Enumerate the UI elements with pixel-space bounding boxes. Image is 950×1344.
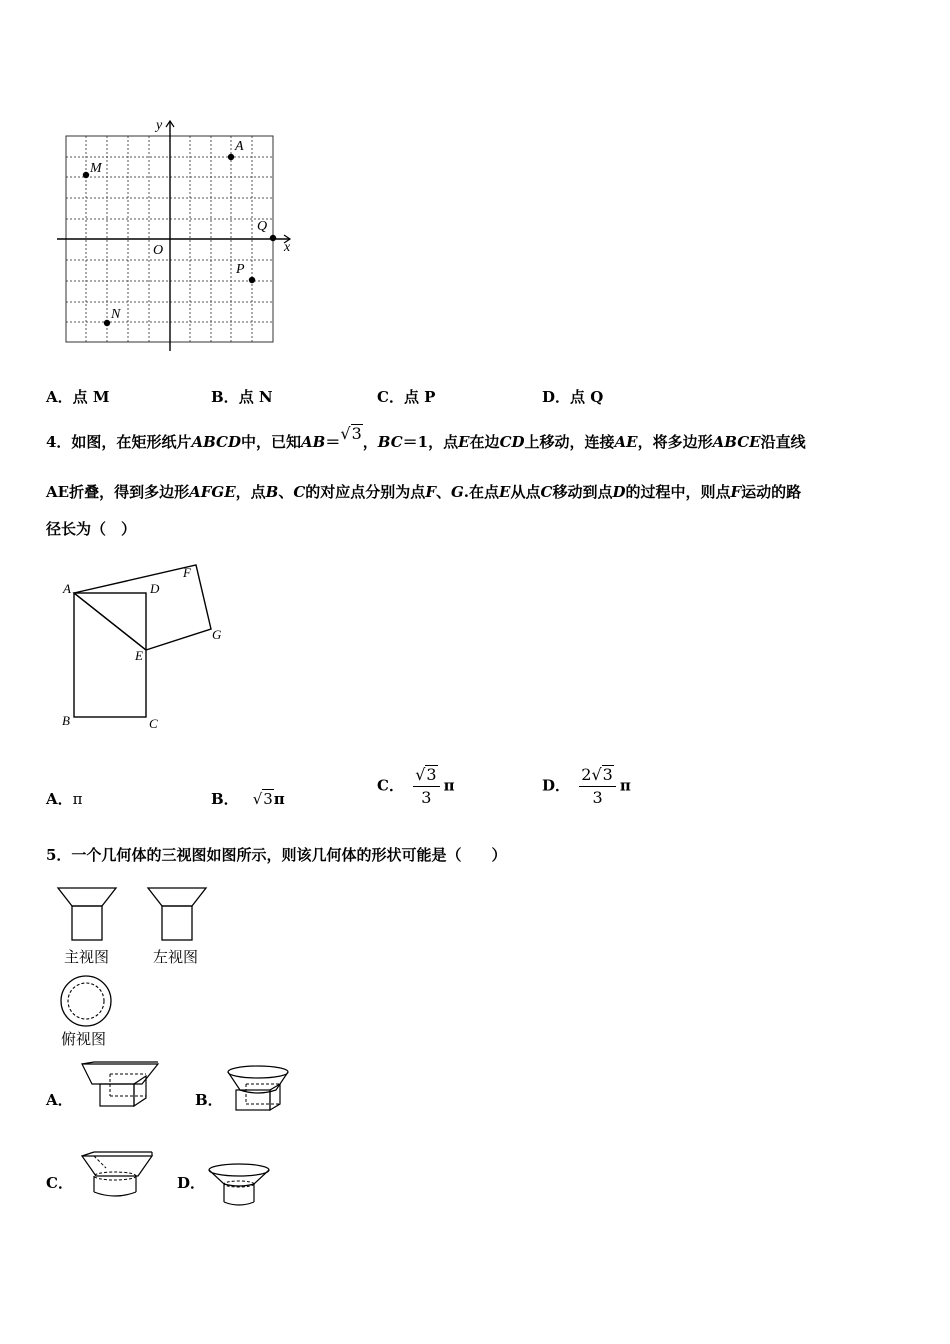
point-q — [270, 235, 276, 241]
q5-option-b-key[interactable]: B． — [195, 1091, 223, 1109]
q5-option-d-key[interactable]: D． — [177, 1174, 206, 1192]
front-view-figure — [56, 886, 118, 946]
label-m: M — [90, 161, 102, 176]
q4-stem-line3: 径长为（ ） — [46, 520, 137, 538]
x-axis-label: x — [284, 240, 291, 255]
label-q: Q — [257, 219, 268, 234]
coordinate-grid-figure — [52, 115, 302, 360]
label-n: N — [111, 307, 121, 322]
top-view-label: 俯视图 — [61, 1030, 107, 1048]
q4-option-c[interactable]: C． $\frac{√3}{3}$ π — [377, 765, 455, 807]
q3-option-c[interactable]: C．点 P — [377, 388, 436, 406]
left-view-figure — [146, 886, 208, 946]
point-p — [249, 277, 255, 283]
label-p: P — [236, 262, 245, 277]
q4-option-d[interactable]: D． $\frac{2√3}{3}$ π — [542, 765, 631, 807]
q5-option-c-figure[interactable] — [78, 1150, 158, 1202]
q5-option-a-key[interactable]: A． — [46, 1091, 73, 1109]
q5-option-a-figure[interactable] — [80, 1060, 162, 1112]
label-a: A — [235, 139, 244, 154]
q5-option-d-figure[interactable] — [206, 1162, 272, 1210]
top-view-figure — [58, 973, 114, 1029]
q5-stem: 5．一个几何体的三视图如图所示，则该几何体的形状可能是（ ） — [46, 846, 507, 864]
front-view-label: 主视图 — [64, 948, 110, 966]
y-axis-label: y — [156, 118, 163, 133]
fig-label-b: B — [62, 713, 70, 728]
q4-stem-line1: 4．如图，在矩形纸片ABCD中，已知AB＝√3，BC＝1，点E在边CD上移动，连接AE，将多边形ABCE沿直线 — [46, 424, 806, 451]
q3-option-a[interactable]: A．点 M — [46, 388, 110, 406]
point-m — [83, 172, 89, 178]
fig-label-f: F — [183, 565, 191, 580]
q3-option-b[interactable]: B．点 N — [211, 388, 273, 406]
fig-label-a: A — [63, 581, 71, 596]
q3-option-d[interactable]: D．点 Q — [542, 388, 604, 406]
fig-label-g: G — [212, 627, 222, 642]
left-view-label: 左视图 — [153, 948, 199, 966]
point-a — [228, 154, 234, 160]
q4-option-b[interactable]: B． √3π — [211, 790, 285, 808]
fig-label-d: D — [150, 581, 160, 596]
rectangle-fold-figure — [55, 560, 235, 740]
origin-label: O — [153, 243, 164, 258]
q5-option-c-key[interactable]: C． — [46, 1174, 73, 1192]
point-n — [104, 320, 110, 326]
q5-option-b-figure[interactable] — [226, 1064, 292, 1116]
fig-label-c: C — [149, 716, 158, 731]
fig-label-e: E — [135, 648, 143, 663]
q4-stem-line2: AE折叠，得到多边形AFGE，点B、C的对应点分别为点F、G.在点E从点C移动到点D的过程中，则点F运动的路 — [46, 483, 802, 501]
q4-option-a[interactable]: A．π — [46, 790, 83, 808]
